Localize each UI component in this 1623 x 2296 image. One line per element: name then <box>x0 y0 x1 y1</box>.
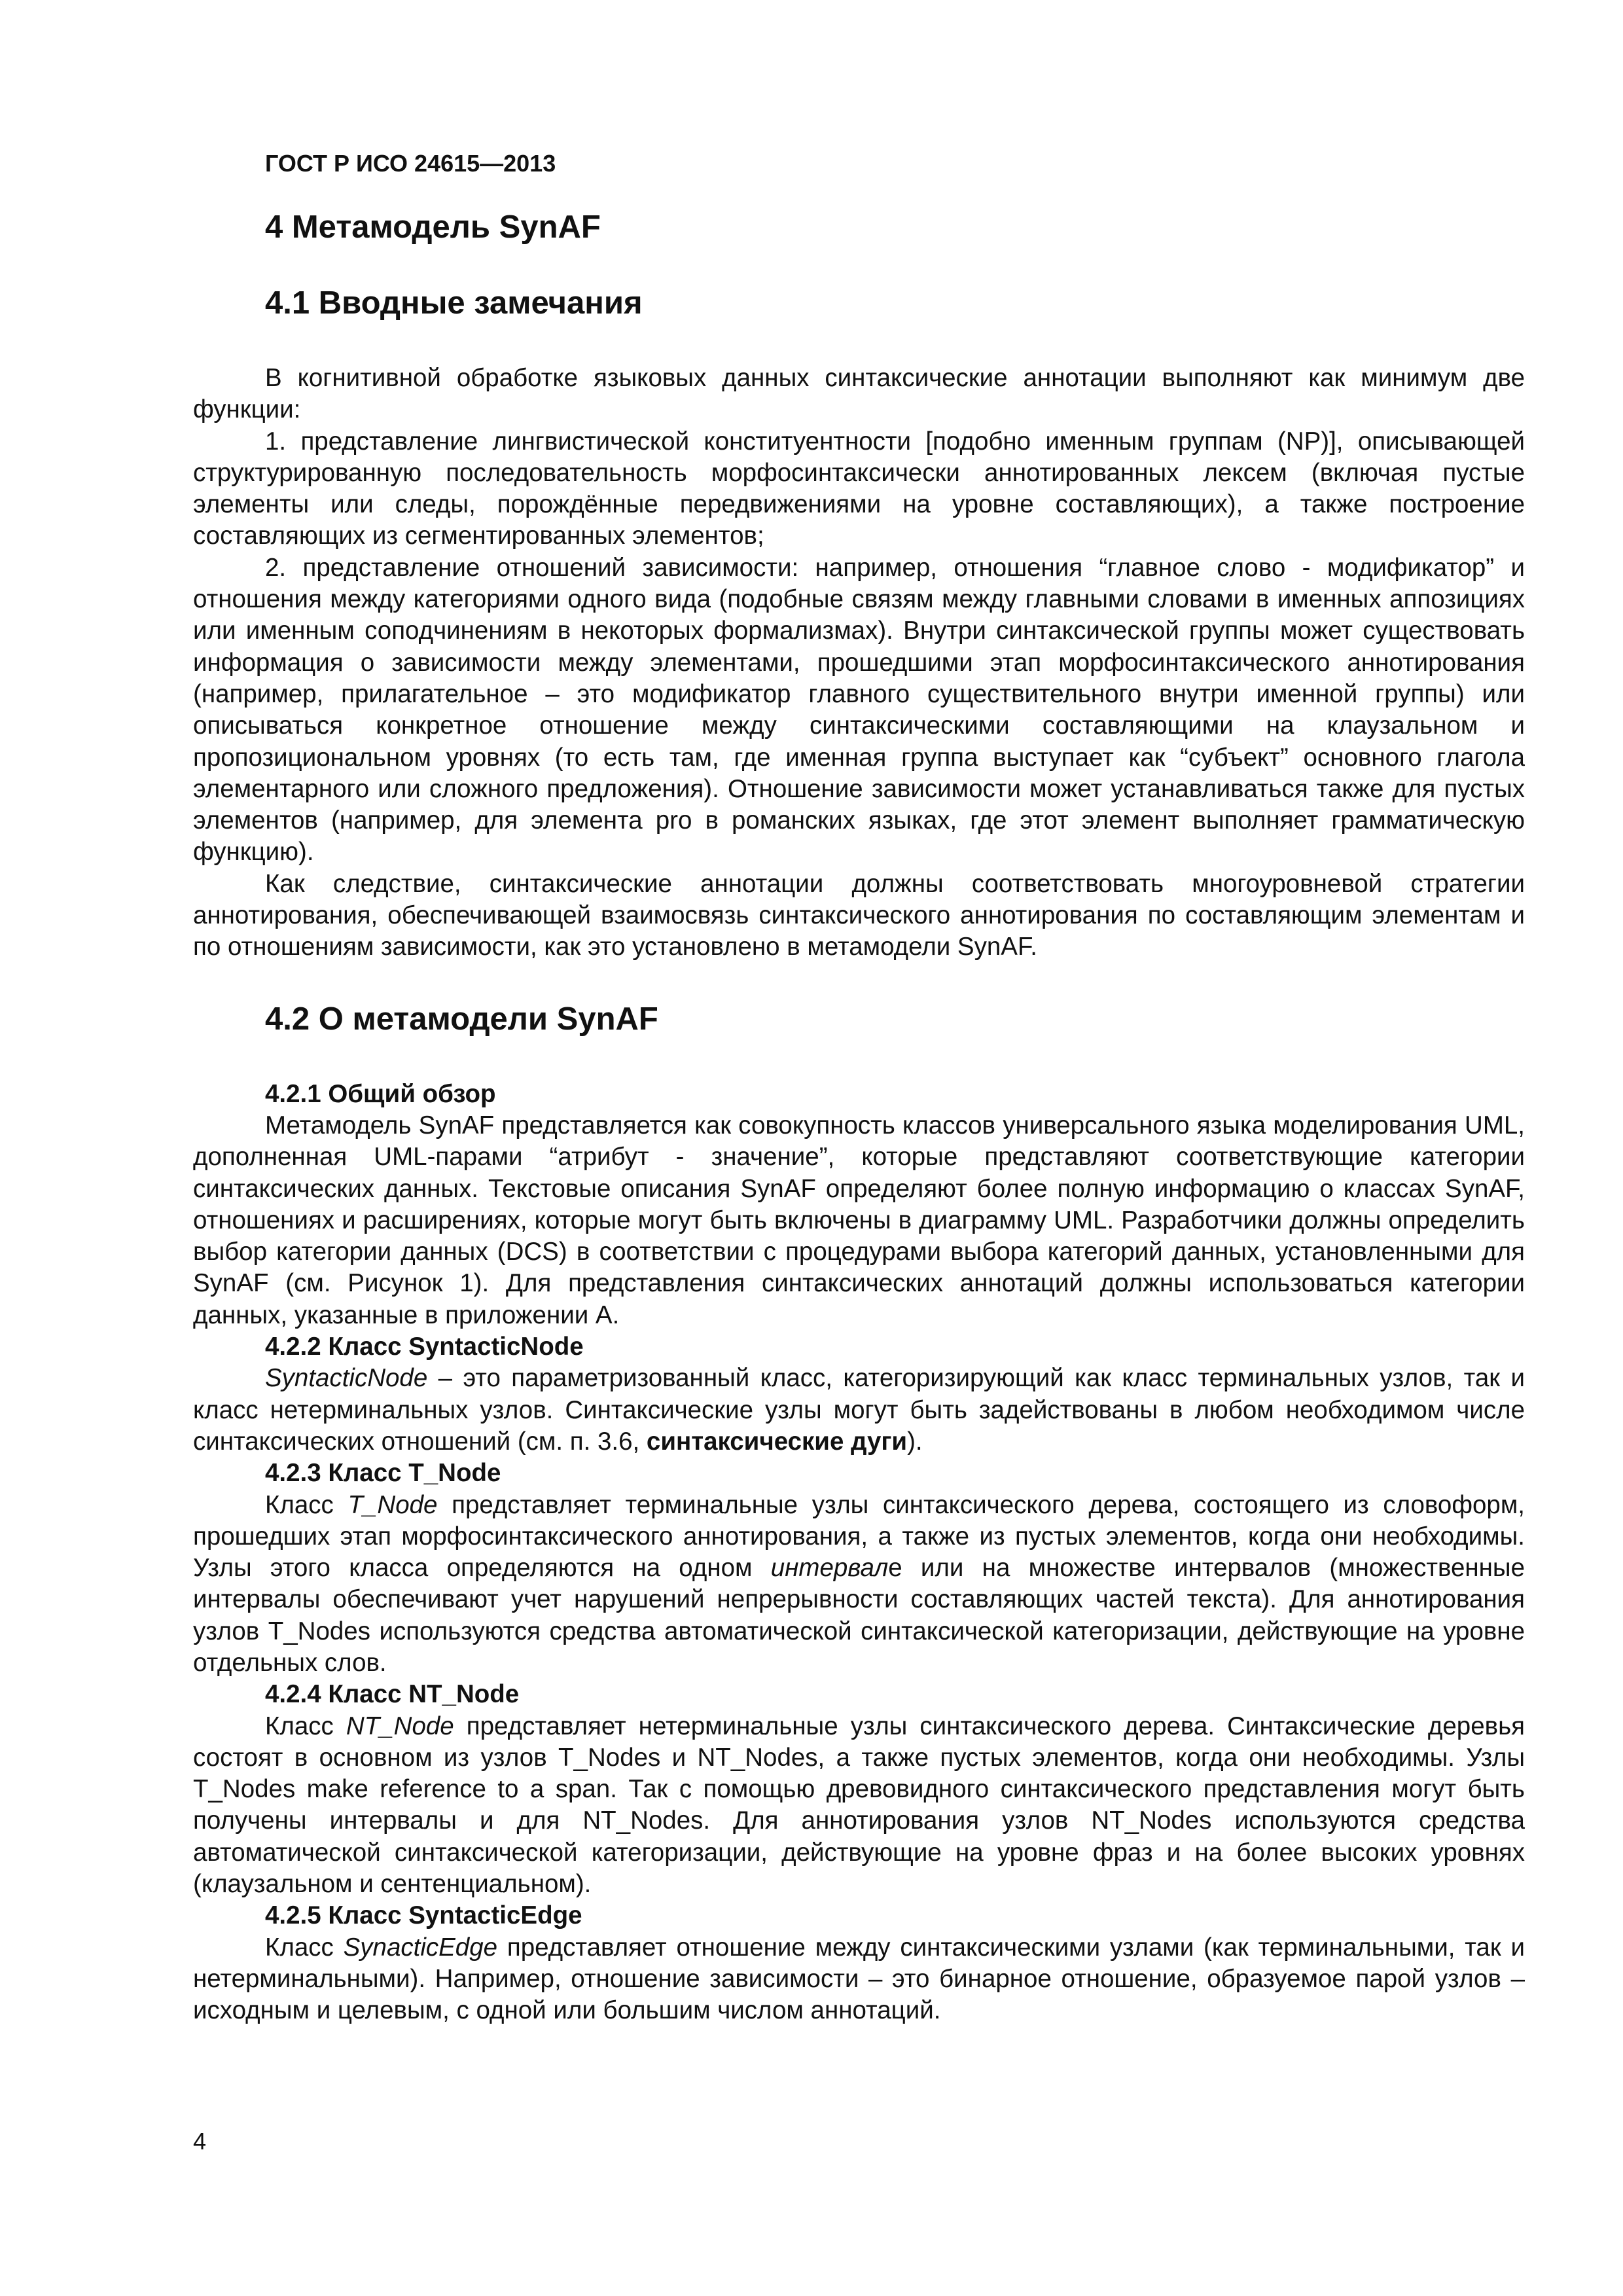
clause-4-2-3-text-a: представляет терминальные узлы синтаксического дерева, состоящего из словоформ, прошедших этап морфосинтаксического аннотирования, а также из пустых элементов, когда они необходимы. Узлы этого класса определяются на одном <box>193 1490 1525 1583</box>
clause-4-2-1-title: 4.2.1 Общий обзор <box>265 1079 496 1108</box>
document-code-header: ГОСТ Р ИСО 24615—2013 <box>265 150 556 177</box>
clause-4-2-5-lead: Класс <box>265 1933 344 1962</box>
nt-node-term: NT_Node <box>346 1712 454 1740</box>
syntactic-edge-term: SynacticEdge <box>343 1933 498 1962</box>
clause-4-2-3-text <box>193 1490 1525 1679</box>
clause-4-2-5-text <box>193 1932 1525 2027</box>
page-content <box>193 149 1525 2027</box>
page-number: 4 <box>193 2128 207 2155</box>
clause-4-2-2-text <box>193 1363 1525 1458</box>
clause-4-2-2-text-a: – это параметризованный класс, категоризирующий как класс терминальных узлов, так и класс нетерминальных узлов. Синтаксические узлы могут быть задействованы в любом необходимом числе синтаксических отношений (см. п. 3.6, <box>193 1364 1525 1456</box>
function-1-paragraph: 1. представление лингвистической конституентности [подобно именным группам (NP)], описывающей структурированную последовательность морфосинтаксически аннотированных лексем (включая пустые элементы или следы, порождённые передвижениями на уровне составляющих), а также построение составляющих из сегментированных элементов; <box>193 427 1525 550</box>
consequence-paragraph: Как следствие, синтаксические аннотации должны соответствовать многоуровневой стратегии аннотирования, обеспечивающей взаимосвязь синтаксического аннотирования по составляющим элементам и по отношениям зависимости, как это установлено в метамодели SynAF. <box>193 869 1525 961</box>
clause-4-2-4-lead: Класс <box>265 1712 346 1740</box>
clause-4-2-4-text <box>193 1711 1525 1901</box>
clause-4-2-1-text: Метамодель SynAF представляется как совокупность классов универсального языка моделирования UML, дополненная UML-парами “атрибут - значение”, которые представляют соответствующие категории синтаксических данных. Текстовые описания SynAF определяют более полную информацию о классах SynAF, отношениях и расширениях, которые могут быть включены в диаграмму UML. Разработчики должны определить выбор категории данных (DCS) в соответствии с процедурами выбора категорий данных, установленными для SynAF (см. Рисунок 1). Для представления синтаксических аннотаций должны использоваться категории данных, указанные в приложении А. <box>193 1111 1525 1329</box>
t-node-term: T_Node <box>348 1490 438 1519</box>
clause-4-2-2-text-b: ). <box>907 1427 923 1456</box>
clause-4-2-3-title: 4.2.3 Класс T_Node <box>265 1459 501 1488</box>
section-4-title: 4 Метамодель SynAF <box>265 209 601 245</box>
function-2-paragraph: 2. представление отношений зависимости: например, отношения “главное слово - модификатор” и отношения между категориями одного вида (подобные связям между главными словами в именных аппозициях или именным соподчинениям в некоторых формализмах). Внутри синтаксической группы может существовать информация о зависимости между элементами, прошедшими этап морфосинтаксического аннотирования (например, прилагательное – это модификатор главного существительного внутри именной группы) или описываться конкретное отношение между синтаксическими составляющими на клаузальном и пропозициональном уровнях (то есть там, где именная группа выступает как “субъект” основного глагола элементарного или сложного предложения). Отношение зависимости может устанавливаться также для пустых элементов (например, для элемента pro в романских языках, где этот элемент выполняет грамматическую функцию). <box>193 553 1525 867</box>
interval-term: интервал <box>770 1554 889 1583</box>
section-4-2-title: 4.2 О метамодели SynAF <box>265 1001 658 1037</box>
clause-4-2-2-title: 4.2.2 Класс SyntacticNode <box>265 1333 584 1361</box>
clause-4-2-5-title: 4.2.5 Класс SyntacticEdge <box>265 1901 582 1930</box>
syntactic-node-term: SyntacticNode <box>265 1364 428 1393</box>
intro-paragraph: В когнитивной обработке языковых данных синтаксические аннотации выполняют как минимум две функции: <box>193 364 1525 424</box>
section-4-1-title: 4.1 Вводные замечания <box>265 285 643 321</box>
clause-4-2-4-title: 4.2.4 Класс NT_Node <box>265 1680 520 1709</box>
clause-4-2-3-lead: Класс <box>265 1490 348 1519</box>
clause-4-2-3-text-b: е или на множестве интервалов (множественные интервалы обеспечивают учет нарушений непрерывности составляющих частей текста). Для аннотирования узлов T_Nodes используются средства автоматической синтаксической категоризации, действующие на уровне отдельных слов. <box>193 1554 1525 1677</box>
clause-4-2-4-body: представляет нетерминальные узлы синтаксического дерева. Синтаксические деревья состоят в основном из узлов T_Nodes и NT_Nodes, а также пустых элементов, когда они необходимы. Узлы T_Nodes make reference to a span. Так с помощью древовидного синтаксического представления могут быть получены интервалы и для NT_Nodes. Для аннотирования узлов NT_Nodes используются средства автоматической синтаксической категоризации, действующие на уровне фраз и на более высоких уровнях (клаузальном и сентенциальном). <box>193 1712 1525 1899</box>
clause-4-2-5-body: представляет отношение между синтаксическими узлами (как терминальными, так и нетерминальными). Например, отношение зависимости – это бинарное отношение, образуемое парой узлов – исходным и целевым, с одной или большим числом аннотаций. <box>193 1933 1525 2025</box>
syntactic-arcs-term: синтаксические дуги <box>646 1427 908 1456</box>
